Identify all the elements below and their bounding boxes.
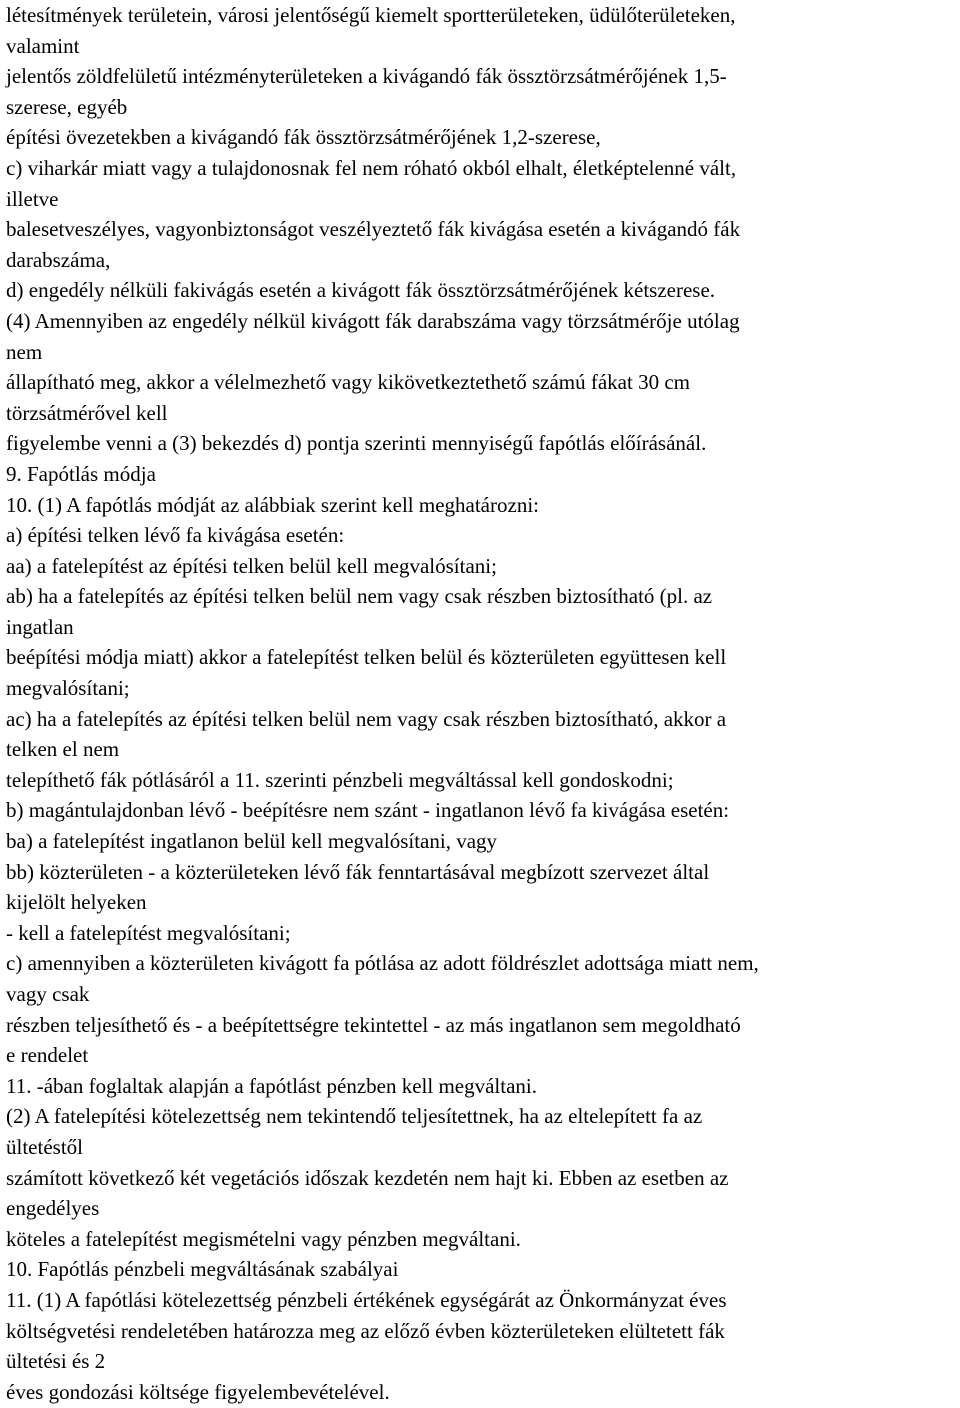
text-line: telepíthető fák pótlásáról a 11. szerinti pénzbeli megváltással kell gondoskodni; [6, 767, 674, 792]
text-line: telken el nem [6, 737, 120, 762]
text-line: ültetéstől [6, 1134, 83, 1159]
text-line: szerese, egyéb [6, 94, 128, 119]
text-line: nem [6, 339, 43, 364]
text-line: építési övezetekben a kivágandó fák össztörzsátmérőjének 1,2-szerese, [6, 125, 601, 150]
text-line: a) építési telken lévő fa kivágása esetén: [6, 523, 345, 548]
text-line: (2) A fatelepítési kötelezettség nem tekintendő teljesítettnek, ha az eltelepített fa az [6, 1104, 703, 1129]
text-line: bb) közterületen - a közterületeken lévő fák fenntartásával megbízott szervezet által [6, 859, 710, 884]
text-line: d) engedély nélküli fakivágás esetén a kivágott fák össztörzsátmérőjének kétszerese. [6, 278, 716, 303]
text-line: ba) a fatelepítést ingatlanon belül kell megvalósítani, vagy [6, 829, 498, 854]
text-line: ültetési és 2 [6, 1349, 106, 1374]
text-line: e rendelet [6, 1043, 89, 1068]
text-line: illetve [6, 186, 59, 211]
text-line: részben teljesíthető és - a beépítettségre tekintettel - az más ingatlanon sem megoldható [6, 1012, 741, 1037]
text-line: 11. -ában foglaltak alapján a fapótlást pénzben kell megváltani. [6, 1073, 538, 1098]
text-line: költségvetési rendeletében határozza meg az előző évben közterületeken elültetett fák [6, 1318, 725, 1343]
text-line: ab) ha a fatelepítés az építési telken belül nem vagy csak részben biztosítható (pl. az [6, 584, 713, 609]
text-line: létesítmények területein, városi jelentőségű kiemelt sportterületeken, üdülőterületeken, [6, 3, 736, 27]
text-line: (4) Amennyiben az engedély nélkül kivágott fák darabszáma vagy törzsátmérője utólag [6, 308, 740, 333]
text-line: c) viharkár miatt vagy a tulajdonosnak fel nem róható okból elhalt, életképtelenné vált, [6, 155, 737, 180]
text-line: valamint [6, 33, 80, 58]
text-line: beépítési módja miatt) akkor a fatelepítést telken belül és közterületen együttesen kell [6, 645, 727, 670]
text-line: köteles a fatelepítést megismételni vagy pénzben megváltani. [6, 1226, 521, 1251]
text-line: - kell a fatelepítést megvalósítani; [6, 920, 291, 945]
text-line: számított következő két vegetációs időszak kezdetén nem hajt ki. Ebben az esetben az [6, 1165, 729, 1190]
text-line: jelentős zöldfelületű intézményterületeken a kivágandó fák össztörzsátmérőjének 1,5- [6, 64, 727, 89]
text-line: engedélyes [6, 1196, 100, 1221]
text-line: ingatlan [6, 614, 74, 639]
text-line: kijelölt helyeken [6, 890, 147, 915]
text-line: figyelembe venni a (3) bekezdés d) pontja szerinti mennyiségű fapótlás előírásánál. [6, 431, 707, 456]
text-line: b) magántulajdonban lévő - beépítésre nem szánt - ingatlanon lévő fa kivágása esetén: [6, 798, 730, 823]
text-line: balesetveszélyes, vagyonbiztonságot veszélyeztető fák kivágása esetén a kivágandó fák [6, 217, 741, 242]
text-line: darabszáma, [6, 247, 111, 272]
text-line: állapítható meg, akkor a vélelmezhető vagy kikövetkeztethető számú fákat 30 cm [6, 370, 690, 395]
text-line: 10. (1) A fapótlás módját az alábbiak szerint kell meghatározni: [6, 492, 539, 517]
section-heading: 10. Fapótlás pénzbeli megváltásának szabályai [6, 1257, 399, 1282]
text-line: 11. (1) A fapótlási kötelezettség pénzbeli értékének egységárát az Önkormányzat éves [6, 1287, 727, 1312]
document-page [6, 0, 956, 1407]
text-line: ac) ha a fatelepítés az építési telken belül nem vagy csak részben biztosítható, akkor a [6, 706, 727, 731]
section-heading: 9. Fapótlás módja [6, 461, 156, 486]
text-line: megvalósítani; [6, 676, 130, 701]
text-line: vagy csak [6, 982, 90, 1006]
text-line: éves gondozási költsége figyelembevételével. [6, 1379, 390, 1404]
text-line: aa) a fatelepítést az építési telken belül kell megvalósítani; [6, 553, 497, 578]
text-line: törzsátmérővel kell [6, 400, 168, 425]
text-line: c) amennyiben a közterületen kivágott fa pótlása az adott földrészlet adottsága miatt nem, [6, 951, 759, 976]
